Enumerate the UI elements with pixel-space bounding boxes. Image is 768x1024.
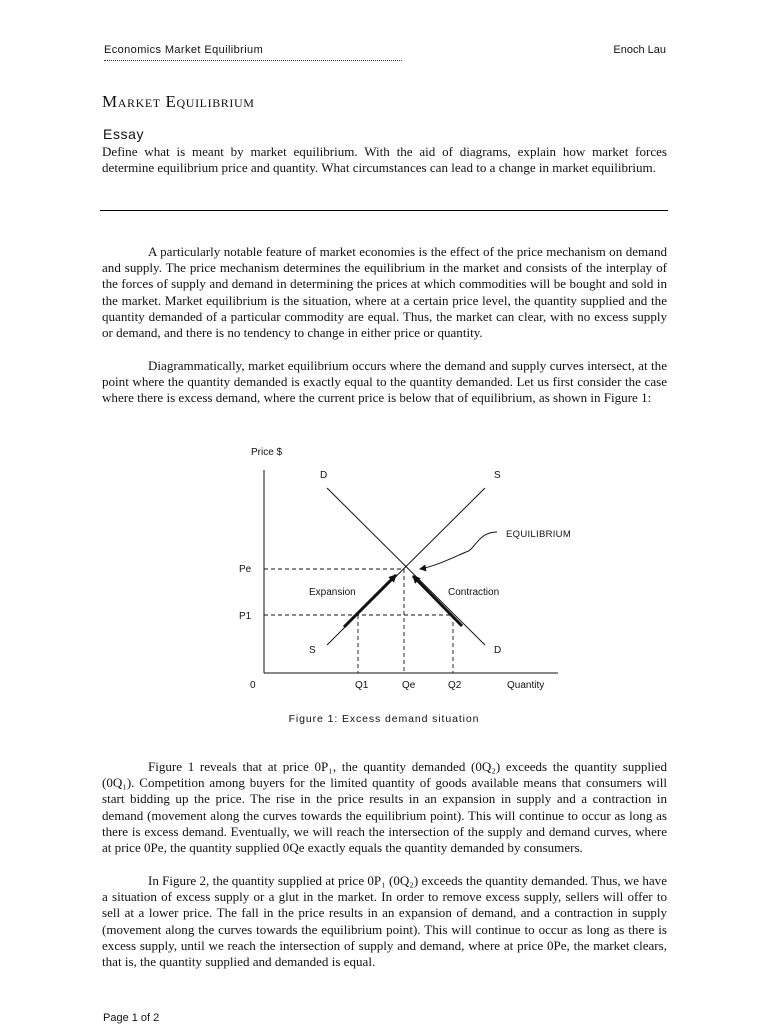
essay-question: Define what is meant by market equilibrium. With the aid of diagrams, explain how market forces determine equilibrium price and quantity. What circumstances can lead to a change in market equilibrium. bbox=[102, 144, 667, 176]
essay-heading: Essay bbox=[103, 126, 145, 142]
quantity-label-q2: Q2 bbox=[448, 680, 462, 691]
supply-label-bottom: S bbox=[309, 645, 316, 656]
price-label-pe: Pe bbox=[239, 564, 252, 575]
quantity-label-q1: Q1 bbox=[355, 680, 369, 691]
header-author: Enoch Lau bbox=[613, 44, 666, 56]
header-document-title: Economics Market Equilibrium bbox=[104, 44, 264, 56]
origin-label: 0 bbox=[250, 680, 256, 691]
y-axis-label: Price $ bbox=[251, 447, 283, 458]
paragraph-figure2-analysis: In Figure 2, the quantity supplied at price 0P₁ (0Q₂) exceeds the quantity demanded. Thus, we have a situation of excess supply or a glut in the market. In order to remove excess supply, sellers will offer to sell at a lower price. The fall in the price results in an expansion of demand, and a contraction in supply (movement along the curves towards the equilibrium point). This will continue to occur as long as there is excess supply, until we reach the intersection of supply and demand, where at price 0Pe, the market clears, that is, the quantity supplied and demanded is equal. bbox=[102, 873, 667, 970]
page-number: Page 1 of 2 bbox=[103, 1012, 160, 1024]
x-axis-label: Quantity bbox=[507, 680, 545, 691]
equilibrium-label: EQUILIBRIUM bbox=[506, 529, 572, 540]
contraction-arrow bbox=[413, 576, 462, 626]
price-label-p1: P1 bbox=[239, 611, 252, 622]
expansion-label: Expansion bbox=[309, 587, 356, 598]
expansion-arrow bbox=[344, 575, 396, 627]
demand-label-bottom: D bbox=[494, 645, 502, 656]
page-title: Market Equilibrium bbox=[102, 92, 255, 111]
paragraph-diagram-intro: Diagrammatically, market equilibrium occurs where the demand and supply curves intersect, at the point where the quantity demanded is exactly equal to the quantity demanded. Let us first consider the case where there is excess demand, where the current price is below that of equilibrium, as shown in Figure 1: bbox=[102, 358, 667, 406]
quantity-label-qe: Qe bbox=[402, 680, 416, 691]
contraction-label: Contraction bbox=[448, 587, 500, 598]
equilibrium-pointer bbox=[420, 532, 497, 569]
supply-label-top: S bbox=[494, 470, 501, 481]
paragraph-intro: A particularly notable feature of market economies is the effect of the price mechanism on demand and supply. The price mechanism determines the equilibrium in the market and consists of the interplay of the forces of supply and demand in determining the prices at which commodities will be bought and sold in the market. Market equilibrium is the situation, where at a certain price level, the quantity supplied and the quantity demanded of a particular commodity are equal. Thus, the market can clear, with no excess supply or demand, and there is no tendency to change in either price or quantity. bbox=[102, 244, 667, 341]
demand-label-top: D bbox=[320, 470, 328, 481]
paragraph-figure1-analysis: Figure 1 reveals that at price 0P₁, the quantity demanded (0Q₂) exceeds the quantity supplied (0Q₁). Competition among buyers for the limited quantity of goods available means that consumers will start bidding up the price. The rise in the price results in an expansion in supply and a contraction in demand (movement along the curves towards the equilibrium point). This will continue to occur as long as there is excess demand. Eventually, we will reach the intersection of the supply and demand curves, where at price 0Pe, the quantity supplied 0Qe exactly equals the quantity demanded by consumers. bbox=[102, 759, 667, 856]
figure-caption: Figure 1: Excess demand situation bbox=[288, 713, 480, 725]
